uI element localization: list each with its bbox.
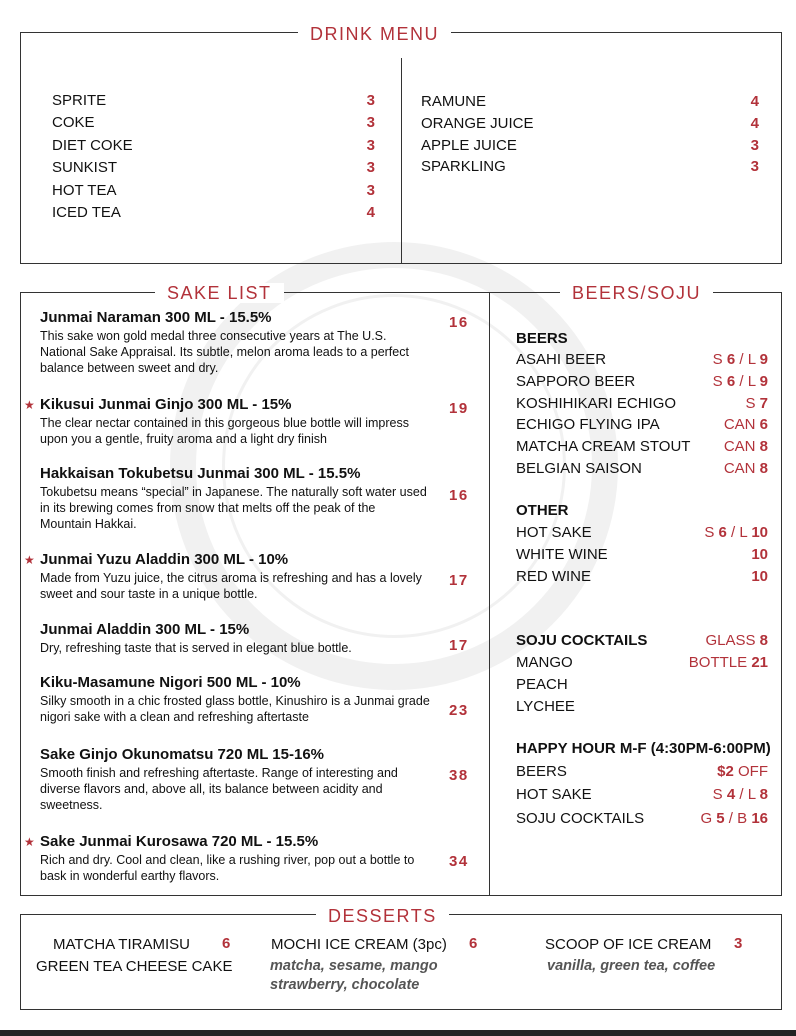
- drink-item-name: RAMUNE: [421, 93, 487, 110]
- menu-row-price: [751, 567, 768, 587]
- price-value: 6: [718, 524, 727, 541]
- sake-item-price: 34: [449, 853, 469, 870]
- menu-row-price: [689, 653, 768, 673]
- price-label: / L: [735, 351, 760, 368]
- menu-row-price: [717, 762, 768, 782]
- drink-item-name: SPRITE: [52, 92, 107, 109]
- menu-row-price: [713, 785, 768, 805]
- drink-menu-title: DRINK MENU: [298, 24, 451, 44]
- price-value: 5: [716, 810, 725, 827]
- happy-hour-header: HAPPY HOUR M-F (4:30PM-6:00PM): [516, 740, 771, 757]
- menu-row-name: RED WINE: [516, 568, 591, 585]
- price-value: 21: [751, 654, 768, 671]
- sake-item-abv: - 10%: [257, 674, 301, 691]
- menu-row-name: BEERS: [516, 763, 567, 780]
- menu-row: [516, 653, 768, 673]
- sake-item-name: Kikusui Junmai Ginjo 300 ML: [40, 396, 249, 413]
- drink-item-price: 3: [750, 136, 759, 154]
- soju-glass-price: GLASS 8: [705, 632, 768, 649]
- menu-row: [516, 785, 768, 805]
- sake-item-title: [40, 551, 430, 569]
- star-icon: ★: [24, 835, 35, 849]
- sake-item-description: Rich and dry. Cool and clean, like a rushing river, pop out a bottle to bask in wonderful earthy flavors.: [40, 853, 415, 883]
- dessert-mochi-price: 6: [469, 935, 478, 952]
- menu-row-price: [713, 372, 768, 392]
- soju-header-row: [516, 631, 768, 651]
- sake-item-price: 19: [449, 400, 469, 417]
- dessert-scoop-price: 3: [734, 935, 743, 952]
- sake-item: [40, 833, 430, 884]
- sake-item: [40, 746, 430, 813]
- price-value: $2: [717, 763, 734, 780]
- price-label: / B: [724, 810, 752, 827]
- menu-row-name: BELGIAN SAISON: [516, 460, 642, 477]
- drink-item-name: COKE: [52, 114, 95, 132]
- drink-item-name: ICED TEA: [52, 204, 121, 221]
- sake-item-title: [40, 465, 430, 483]
- drink-item-name: ORANGE JUICE: [421, 114, 534, 132]
- menu-row-name: LYCHEE: [516, 698, 575, 715]
- sake-item-abv: - 15%: [205, 621, 250, 638]
- sake-item: [40, 465, 430, 532]
- price-label: BOTTLE: [688, 654, 752, 671]
- drink-item-price: 4: [366, 204, 375, 221]
- drink-item-price: 3: [366, 92, 375, 109]
- beers-soju-title: BEERS/SOJU: [560, 283, 713, 303]
- menu-row: [516, 372, 768, 392]
- price-value: 6: [726, 351, 736, 368]
- other-header: OTHER: [516, 502, 569, 519]
- drink-item-price: 3: [366, 159, 375, 177]
- sake-item-title: [40, 833, 430, 851]
- sake-item-description: Tokubetsu means “special” in Japanese. The naturally soft water used in its brewing comes from snow that melts off the peak of the Mountain Hakkai.: [40, 485, 427, 531]
- price-label: / L: [735, 786, 760, 803]
- sake-list-title: SAKE LIST: [155, 283, 284, 303]
- menu-row: [516, 567, 768, 587]
- menu-row-name: ASAHI BEER: [516, 351, 607, 368]
- sake-item-description: Dry, refreshing taste that is served in elegant blue bottle.: [40, 641, 352, 655]
- price-value: 10: [751, 524, 768, 541]
- price-value: 16: [751, 810, 768, 827]
- price-value: 9: [759, 373, 768, 390]
- sake-item-title: [40, 396, 430, 414]
- sake-item-description: The clear nectar contained in this gorgeous blue bottle will impress upon you a gentle, fruity aroma and a light dry finish: [40, 416, 409, 446]
- menu-row: [516, 809, 768, 829]
- drink-item-name: SPARKLING: [421, 158, 506, 176]
- sake-item-abv: 15-16%: [268, 746, 324, 763]
- price-label: OFF: [733, 763, 768, 780]
- price-label: S: [704, 524, 719, 541]
- menu-row: [516, 415, 768, 435]
- beers-header: BEERS: [516, 330, 568, 347]
- sake-item: [40, 621, 430, 656]
- menu-row: [516, 350, 768, 370]
- sake-item-price: 17: [449, 572, 469, 589]
- sake-item-description: Smooth finish and refreshing aftertaste. Range of interesting and diverse flavors and, above all, its balance between acidity and sweetness.: [40, 766, 398, 812]
- sake-item-price: 16: [449, 487, 469, 504]
- sake-item-abv: - 15.5%: [304, 465, 361, 482]
- sake-item-name: Sake Ginjo Okunomatsu 720 ML: [40, 746, 269, 763]
- menu-row-price: [745, 394, 768, 414]
- price-value: 6: [726, 373, 736, 390]
- sake-item: [40, 674, 430, 725]
- menu-row-price: [704, 523, 768, 543]
- menu-row-price: [724, 437, 768, 457]
- sake-item-price: 16: [449, 314, 469, 331]
- menu-row-name: WHITE WINE: [516, 546, 608, 563]
- dessert-green-tea-cheese-cake: GREEN TEA CHEESE CAKE: [36, 958, 233, 975]
- price-value: 8: [759, 786, 768, 803]
- soju-header: SOJU COCKTAILS: [516, 632, 648, 649]
- price-value: 8: [759, 460, 768, 477]
- price-value: 6: [759, 416, 768, 433]
- menu-row: [516, 675, 768, 695]
- sake-item-abv: - 10%: [244, 551, 289, 568]
- dessert-scoop: SCOOP OF ICE CREAM: [545, 936, 712, 953]
- sake-item-name: Kiku-Masamune Nigori 500 ML: [40, 674, 258, 691]
- sake-item-description: This sake won gold medal three consecutive years at The U.S. National Sake Appraisal. Its subtle, melon aroma leads to a perfect balance between sweet and dry.: [40, 329, 409, 375]
- menu-row-name: MANGO: [516, 654, 573, 671]
- sake-item: [40, 309, 430, 376]
- menu-row: [516, 545, 768, 565]
- dessert-mochi: MOCHI ICE CREAM (3pc): [271, 936, 447, 953]
- price-label: S: [712, 786, 727, 803]
- menu-row: [516, 394, 768, 414]
- price-value: 9: [759, 351, 768, 368]
- menu-row-price: [700, 809, 768, 829]
- sake-item: [40, 396, 430, 447]
- menu-row: [516, 437, 768, 457]
- drink-menu-divider: [401, 58, 402, 264]
- price-value: 7: [759, 395, 768, 412]
- sake-item-price: 38: [449, 767, 469, 784]
- menu-row-price: [724, 459, 768, 479]
- sake-item-name: Junmai Naraman 300 ML: [40, 309, 216, 326]
- price-label: G: [700, 810, 717, 827]
- desserts-title: DESSERTS: [316, 906, 449, 926]
- price-label: CAN: [723, 438, 760, 455]
- price-value: 10: [751, 546, 768, 563]
- menu-row-price: [751, 545, 768, 565]
- dessert-matcha-tiramisu: MATCHA TIRAMISU: [53, 936, 190, 953]
- drink-item-price: 4: [750, 114, 759, 132]
- price-label: CAN: [723, 460, 760, 477]
- drink-item-name: APPLE JUICE: [421, 136, 517, 154]
- sake-item-name: Sake Junmai Kurosawa 720 ML: [40, 833, 263, 850]
- sake-item-title: [40, 621, 430, 639]
- sake-item-price: 17: [449, 637, 469, 654]
- drink-item-price: 3: [366, 136, 375, 154]
- star-icon: ★: [24, 398, 35, 412]
- drink-item-price: 3: [750, 158, 759, 176]
- drink-item-name: SUNKIST: [52, 159, 118, 177]
- drink-item-price: 3: [366, 114, 375, 132]
- price-value: 4: [726, 786, 736, 803]
- dessert-matcha-tiramisu-price: 6: [222, 935, 231, 952]
- menu-row-name: KOSHIHIKARI ECHIGO: [516, 395, 677, 412]
- sake-item-title: [40, 674, 430, 692]
- menu-row-price: [713, 350, 768, 370]
- sake-item-name: Junmai Yuzu Aladdin 300 ML: [40, 551, 245, 568]
- menu-row: [516, 762, 768, 782]
- menu-row-name: MATCHA CREAM STOUT: [516, 438, 691, 455]
- price-label: S: [712, 373, 727, 390]
- sake-item-name: Junmai Aladdin 300 ML: [40, 621, 206, 638]
- menu-row-name: HOT SAKE: [516, 524, 592, 541]
- menu-row-name: ECHIGO FLYING IPA: [516, 416, 660, 433]
- dessert-mochi-flavors-1: matcha, sesame, mango: [270, 958, 438, 974]
- bottom-bar: [0, 1030, 796, 1036]
- drink-item-price: 3: [366, 181, 375, 199]
- price-value: 10: [751, 568, 768, 585]
- sake-item-description: Made from Yuzu juice, the citrus aroma is refreshing and has a lovely sweet and sour taste in a unique bottle.: [40, 571, 422, 601]
- menu-row-name: HOT SAKE: [516, 786, 592, 803]
- price-label: CAN: [723, 416, 760, 433]
- menu-row-name: PEACH: [516, 676, 568, 693]
- sake-item-abv: - 15.5%: [215, 309, 272, 326]
- menu-row: [516, 459, 768, 479]
- price-label: S: [712, 351, 727, 368]
- menu-row-name: SAPPORO BEER: [516, 373, 636, 390]
- sake-item-title: [40, 309, 430, 327]
- sake-item-title: [40, 746, 430, 764]
- star-icon: ★: [24, 553, 35, 567]
- price-label: / L: [735, 373, 760, 390]
- sake-item-abv: - 15%: [248, 396, 292, 413]
- menu-row: [516, 697, 768, 717]
- sake-item: [40, 551, 430, 602]
- drink-item-price: 4: [750, 93, 759, 110]
- price-label: / L: [726, 524, 752, 541]
- dessert-scoop-flavors: vanilla, green tea, coffee: [547, 958, 716, 974]
- menu-row-price: [724, 415, 768, 435]
- dessert-mochi-flavors-2: strawberry, chocolate: [270, 977, 420, 993]
- price-label: S: [745, 395, 760, 412]
- menu-row: [516, 523, 768, 543]
- price-value: 8: [759, 438, 768, 455]
- drink-item-name: DIET COKE: [52, 136, 133, 154]
- drink-item-name: HOT TEA: [52, 181, 117, 199]
- sake-item-abv: - 15.5%: [262, 833, 319, 850]
- sake-item-name: Hakkaisan Tokubetsu Junmai 300 ML: [40, 465, 305, 482]
- menu-row-name: SOJU COCKTAILS: [516, 810, 645, 827]
- sake-item-price: 23: [449, 702, 469, 719]
- sake-item-description: Silky smooth in a chic frosted glass bottle, Kinushiro is a Junmai grade nigori sake with a clean and refreshing aftertaste: [40, 694, 430, 724]
